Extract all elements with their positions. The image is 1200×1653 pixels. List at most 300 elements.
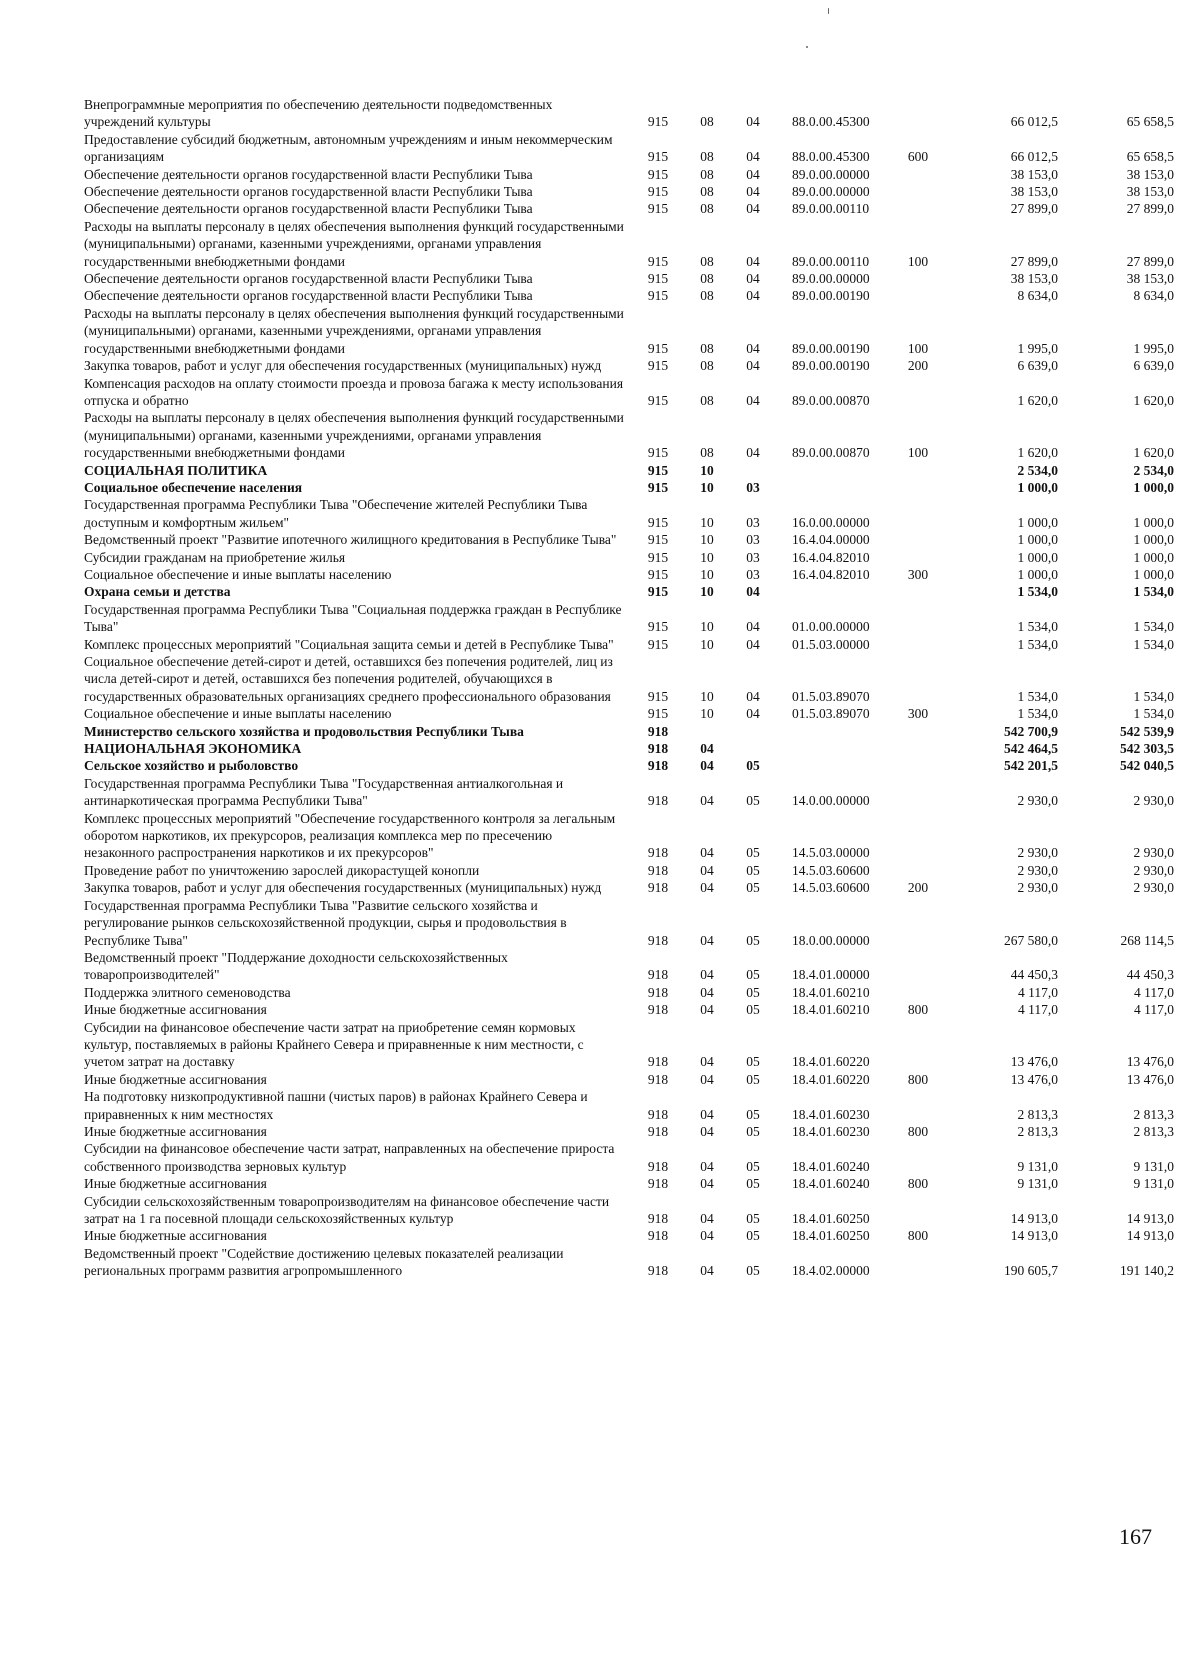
row-name: Обеспечение деятельности органов государственной власти Республики Тыва <box>84 166 533 182</box>
target-article-code: 18.4.01.00000 <box>792 967 870 983</box>
expense-type-code: 100 <box>907 340 929 356</box>
target-article-code <box>774 740 892 757</box>
section-code: 04 <box>700 793 714 809</box>
section-code: 08 <box>700 392 714 408</box>
expense-type-code <box>892 531 944 548</box>
amount-year-1: 2 813,3 <box>1017 1106 1058 1122</box>
row-name: Ведомственный проект "Поддержание доходности сельскохозяйственных товаропроизводителей" <box>84 949 508 983</box>
row-name: Ведомственный проект "Содействие достижению целевых показателей реализации региональных программ развития агропромышленного <box>84 1245 564 1279</box>
amount-year-1: 1 620,0 <box>1017 392 1058 408</box>
amount-year-2: 2 813,3 <box>1133 1123 1174 1139</box>
ministry-code: 915 <box>647 114 669 130</box>
row-name: Расходы на выплаты персоналу в целях обеспечения выполнения функций государственными (муниципальными) органами, казенными учреждениями, органами управления государственными внебюджетными фондами <box>84 410 624 461</box>
target-article-code: 01.5.03.89070 <box>792 706 870 722</box>
expense-type-code <box>892 96 944 131</box>
subsection-code: 04 <box>746 706 760 722</box>
target-article-code <box>774 723 892 740</box>
expense-type-code <box>892 984 944 1001</box>
amount-year-2: 14 913,0 <box>1126 1211 1174 1226</box>
ministry-code: 918 <box>647 793 669 809</box>
expense-type-code <box>892 949 944 984</box>
table-row <box>84 1227 1174 1244</box>
amount-year-1: 14 913,0 <box>1010 1211 1058 1226</box>
row-name: Социальное обеспечение населения <box>84 479 303 495</box>
amount-year-2: 2 930,0 <box>1133 880 1174 896</box>
table-row <box>84 1019 1174 1071</box>
section-code: 08 <box>700 271 714 287</box>
expense-type-code <box>892 601 944 636</box>
table-row <box>84 183 1174 200</box>
amount-year-1: 27 899,0 <box>1010 253 1058 269</box>
section-code: 04 <box>700 862 714 878</box>
ministry-code: 915 <box>647 566 669 582</box>
target-article-code: 14.0.00.00000 <box>792 793 870 809</box>
expense-type-code <box>892 897 944 949</box>
expense-type-code <box>892 375 944 410</box>
amount-year-2: 1 000,0 <box>1133 566 1174 582</box>
ministry-code: 918 <box>647 932 669 948</box>
amount-year-2: 542 040,5 <box>1120 758 1174 774</box>
amount-year-2: 2 930,0 <box>1133 845 1174 861</box>
table-row <box>84 357 1174 374</box>
row-name: Сельское хозяйство и рыболовство <box>84 758 299 774</box>
ministry-code: 918 <box>647 1123 669 1139</box>
ministry-code: 915 <box>647 358 669 374</box>
amount-year-1: 6 639,0 <box>1017 358 1058 374</box>
subsection-code: 05 <box>746 758 760 774</box>
subsection-code: 04 <box>746 114 760 130</box>
expense-type-code <box>892 636 944 653</box>
amount-year-2: 1 000,0 <box>1133 549 1174 565</box>
ministry-code: 918 <box>647 1263 669 1279</box>
section-code: 08 <box>700 184 714 200</box>
row-name: Субсидии на финансовое обеспечение части затрат на приобретение семян кормовых культур, поставляемых в районы Крайнего Севера и приравненные к ним местности, с учетом затрат на доставку <box>84 1019 584 1070</box>
target-article-code: 89.0.00.00110 <box>792 253 870 269</box>
section-code: 08 <box>700 201 714 217</box>
expense-type-code <box>892 757 944 774</box>
row-name: Охрана семьи и детства <box>84 584 231 600</box>
table-row <box>84 496 1174 531</box>
section-code: 08 <box>700 253 714 269</box>
page-number: 167 <box>1119 1524 1152 1549</box>
amount-year-1: 14 913,0 <box>1010 1228 1058 1244</box>
target-article-code: 89.0.00.00870 <box>792 445 870 461</box>
amount-year-1: 1 000,0 <box>1017 566 1058 582</box>
amount-year-1: 1 000,0 <box>1017 514 1058 530</box>
section-code: 04 <box>700 1176 714 1192</box>
row-name: Иные бюджетные ассигнования <box>84 1002 267 1018</box>
subsection-code: 04 <box>746 149 760 165</box>
ministry-code: 918 <box>647 862 669 878</box>
amount-year-2: 1 534,0 <box>1133 584 1174 600</box>
amount-year-2: 27 899,0 <box>1126 201 1174 217</box>
ministry-code: 918 <box>647 967 669 983</box>
section-code: 10 <box>700 514 714 530</box>
target-article-code <box>774 462 892 479</box>
amount-year-1: 1 534,0 <box>1017 584 1058 600</box>
row-name: Иные бюджетные ассигнования <box>84 1228 267 1244</box>
amount-year-1: 4 117,0 <box>1018 984 1058 1000</box>
table-row <box>84 723 1174 740</box>
ministry-code: 915 <box>647 340 669 356</box>
scan-mark <box>806 46 808 48</box>
subsection-code: 03 <box>746 549 760 565</box>
table-row <box>84 1245 1174 1280</box>
target-article-code: 18.4.01.60230 <box>792 1106 870 1122</box>
section-code: 10 <box>700 549 714 565</box>
ministry-code: 915 <box>647 532 669 548</box>
target-article-code: 89.0.00.00190 <box>792 340 870 356</box>
amount-year-1: 27 899,0 <box>1010 201 1058 217</box>
budget-table <box>84 96 1174 1280</box>
table-row <box>84 131 1174 166</box>
amount-year-2: 1 534,0 <box>1133 706 1174 722</box>
amount-year-1: 1 534,0 <box>1017 636 1058 652</box>
section-code: 04 <box>700 1228 714 1244</box>
row-name: Иные бюджетные ассигнования <box>84 1176 267 1192</box>
amount-year-2: 542 303,5 <box>1120 741 1174 757</box>
amount-year-2: 1 000,0 <box>1133 514 1174 530</box>
amount-year-1: 8 634,0 <box>1017 288 1058 304</box>
amount-year-2: 2 930,0 <box>1133 793 1174 809</box>
amount-year-1: 2 930,0 <box>1017 880 1058 896</box>
amount-year-1: 13 476,0 <box>1010 1054 1058 1070</box>
amount-year-2: 13 476,0 <box>1126 1054 1174 1070</box>
section-code: 10 <box>700 619 714 635</box>
target-article-code: 18.4.01.60230 <box>792 1123 870 1139</box>
row-name: Проведение работ по уничтожению зарослей дикорастущей конопли <box>84 862 480 878</box>
table-row <box>84 1123 1174 1140</box>
section-code: 04 <box>700 984 714 1000</box>
expense-type-code: 800 <box>907 1176 929 1192</box>
amount-year-2: 38 153,0 <box>1126 184 1174 200</box>
expense-type-code <box>892 183 944 200</box>
target-article-code: 01.5.03.89070 <box>792 688 870 704</box>
target-article-code: 18.4.01.60220 <box>792 1071 870 1087</box>
amount-year-1: 190 605,7 <box>1004 1263 1058 1279</box>
ministry-code: 915 <box>647 166 669 182</box>
subsection-code: 05 <box>746 1228 760 1244</box>
subsection-code: 05 <box>746 1211 760 1226</box>
row-name: Государственная программа Республики Тыва "Государственная антиалкогольная и антинаркотическая программа Республики Тыва" <box>84 775 564 809</box>
ministry-code: 918 <box>647 723 669 739</box>
amount-year-1: 4 117,0 <box>1018 1002 1058 1018</box>
row-name: Расходы на выплаты персоналу в целях обеспечения выполнения функций государственными (муниципальными) органами, казенными учреждениями, органами управления государственными внебюджетными фондами <box>84 218 624 269</box>
expense-type-code <box>892 1088 944 1123</box>
table-row <box>84 879 1174 896</box>
amount-year-2: 1 995,0 <box>1133 340 1174 356</box>
amount-year-2: 191 140,2 <box>1120 1263 1174 1279</box>
expense-type-code: 100 <box>907 253 929 269</box>
amount-year-2: 2 930,0 <box>1133 862 1174 878</box>
section-code: 04 <box>700 932 714 948</box>
section-code: 04 <box>700 1158 714 1174</box>
subsection-code: 04 <box>746 184 760 200</box>
subsection-code: 05 <box>746 1106 760 1122</box>
expense-type-code <box>892 775 944 810</box>
row-name: Иные бюджетные ассигнования <box>84 1123 267 1139</box>
section-code: 04 <box>700 1263 714 1279</box>
row-name: Обеспечение деятельности органов государственной власти Республики Тыва <box>84 288 533 304</box>
subsection-code: 05 <box>746 1176 760 1192</box>
section-code: 04 <box>700 1054 714 1070</box>
table-row <box>84 409 1174 461</box>
ministry-code: 918 <box>647 1176 669 1192</box>
section-code: 08 <box>700 149 714 165</box>
expense-type-code <box>892 462 944 479</box>
ministry-code: 915 <box>647 584 669 600</box>
expense-type-code: 200 <box>907 880 929 896</box>
subsection-code: 04 <box>746 445 760 461</box>
row-name: Комплекс процессных мероприятий "Обеспечение государственного контроля за легальным оборотом наркотиков, их прекурсоров, реализация комплекса мер по пресечению незаконного распространения наркотиков и их прекурсоров" <box>84 810 616 861</box>
amount-year-1: 542 700,9 <box>1004 723 1058 739</box>
row-name: Обеспечение деятельности органов государственной власти Республики Тыва <box>84 271 533 287</box>
row-name: Обеспечение деятельности органов государственной власти Республики Тыва <box>84 184 533 200</box>
expense-type-code: 600 <box>907 149 929 165</box>
row-name: Министерство сельского хозяйства и продовольствия Республики Тыва <box>84 723 524 739</box>
section-code: 08 <box>700 445 714 461</box>
section-code: 04 <box>700 1071 714 1087</box>
expense-type-code: 800 <box>907 1123 929 1139</box>
section-code: 10 <box>700 532 714 548</box>
amount-year-2: 4 117,0 <box>1134 1002 1174 1018</box>
subsection-code: 05 <box>746 1002 760 1018</box>
target-article-code: 14.5.03.00000 <box>792 845 870 861</box>
ministry-code: 915 <box>647 636 669 652</box>
expense-type-code <box>892 549 944 566</box>
ministry-code: 915 <box>647 149 669 165</box>
row-name: Социальное обеспечение детей-сирот и детей, оставшихся без попечения родителей, лиц из числа детей-сирот и детей, оставшихся без попечения родителей, обучающихся в государственных образовательных организациях среднего профессионального образования <box>84 654 613 704</box>
amount-year-1: 2 813,3 <box>1017 1123 1058 1139</box>
subsection-code: 04 <box>746 253 760 269</box>
target-article-code: 18.4.01.60210 <box>792 1002 870 1018</box>
ministry-code: 918 <box>647 1211 669 1226</box>
table-row <box>84 566 1174 583</box>
subsection-code: 03 <box>746 514 760 530</box>
table-row <box>84 740 1174 757</box>
section-code: 04 <box>700 845 714 861</box>
ministry-code: 915 <box>647 479 669 495</box>
section-code: 04 <box>700 758 714 774</box>
table-row <box>84 96 1174 131</box>
amount-year-2: 6 639,0 <box>1133 358 1174 374</box>
section-code: 08 <box>700 114 714 130</box>
row-name: Государственная программа Республики Тыва "Социальная поддержка граждан в Республике Тыва" <box>84 601 622 635</box>
subsection-code <box>732 462 774 479</box>
subsection-code: 04 <box>746 340 760 356</box>
table-row <box>84 1175 1174 1192</box>
ministry-code: 918 <box>647 984 669 1000</box>
amount-year-1: 542 464,5 <box>1004 741 1058 757</box>
table-row <box>84 705 1174 722</box>
table-row <box>84 984 1174 1001</box>
amount-year-2: 4 117,0 <box>1134 984 1174 1000</box>
subsection-code: 05 <box>746 1263 760 1279</box>
expense-type-code <box>892 166 944 183</box>
section-code: 04 <box>700 967 714 983</box>
subsection-code: 04 <box>746 619 760 635</box>
subsection-code: 04 <box>746 688 760 704</box>
amount-year-1: 2 930,0 <box>1017 845 1058 861</box>
amount-year-2: 8 634,0 <box>1133 288 1174 304</box>
target-article-code: 89.0.00.00190 <box>792 288 870 304</box>
ministry-code: 918 <box>647 1106 669 1122</box>
subsection-code: 04 <box>746 392 760 408</box>
row-name: Иные бюджетные ассигнования <box>84 1071 267 1087</box>
amount-year-1: 2 534,0 <box>1017 462 1058 478</box>
section-code: 08 <box>700 340 714 356</box>
target-article-code <box>774 583 892 600</box>
section-code: 04 <box>700 741 714 757</box>
ministry-code: 918 <box>647 741 669 757</box>
row-name: СОЦИАЛЬНАЯ ПОЛИТИКА <box>84 462 268 478</box>
amount-year-2: 1 000,0 <box>1133 532 1174 548</box>
expense-type-code <box>892 723 944 740</box>
target-article-code: 16.4.04.82010 <box>792 549 870 565</box>
expense-type-code <box>892 810 944 862</box>
subsection-code: 05 <box>746 967 760 983</box>
amount-year-2: 38 153,0 <box>1126 166 1174 182</box>
subsection-code: 05 <box>746 1158 760 1174</box>
row-name: Ведомственный проект "Развитие ипотечного жилищного кредитования в Республике Тыва" <box>84 532 617 548</box>
amount-year-1: 1 620,0 <box>1017 445 1058 461</box>
target-article-code: 16.4.04.00000 <box>792 532 870 548</box>
ministry-code: 915 <box>647 688 669 704</box>
subsection-code: 05 <box>746 862 760 878</box>
row-name: Закупка товаров, работ и услуг для обеспечения государственных (муниципальных) нужд <box>84 880 602 896</box>
row-name: Субсидии на финансовое обеспечение части затрат, направленных на обеспечение прироста собственного производства зерновых культур <box>84 1141 615 1174</box>
ministry-code: 915 <box>647 445 669 461</box>
target-article-code: 89.0.00.00870 <box>792 392 870 408</box>
expense-type-code <box>892 479 944 496</box>
expense-type-code <box>892 270 944 287</box>
section-code: 04 <box>700 1106 714 1122</box>
table-row <box>84 862 1174 879</box>
subsection-code: 05 <box>746 932 760 948</box>
subsection-code <box>732 723 774 740</box>
expense-type-code: 800 <box>907 1228 929 1244</box>
amount-year-1: 1 534,0 <box>1017 619 1058 635</box>
section-code: 08 <box>700 358 714 374</box>
expense-type-code <box>892 583 944 600</box>
amount-year-1: 1 000,0 <box>1017 549 1058 565</box>
target-article-code: 01.5.03.00000 <box>792 636 870 652</box>
amount-year-2: 1 000,0 <box>1133 479 1174 495</box>
subsection-code: 05 <box>746 793 760 809</box>
target-article-code: 01.0.00.00000 <box>792 619 870 635</box>
row-name: Социальное обеспечение и иные выплаты населению <box>84 706 392 722</box>
table-row <box>84 775 1174 810</box>
ministry-code: 915 <box>647 271 669 287</box>
amount-year-2: 13 476,0 <box>1126 1071 1174 1087</box>
expense-type-code <box>892 862 944 879</box>
amount-year-2: 1 620,0 <box>1133 445 1174 461</box>
target-article-code <box>774 479 892 496</box>
ministry-code: 918 <box>647 1071 669 1087</box>
row-name: Субсидии гражданам на приобретение жилья <box>84 549 346 565</box>
expense-type-code <box>892 1140 944 1175</box>
table-row <box>84 636 1174 653</box>
amount-year-2: 44 450,3 <box>1126 967 1174 983</box>
ministry-code: 915 <box>647 514 669 530</box>
amount-year-1: 1 995,0 <box>1017 340 1058 356</box>
subsection-code: 05 <box>746 1123 760 1139</box>
table-row <box>84 200 1174 217</box>
target-article-code: 89.0.00.00000 <box>792 166 870 182</box>
subsection-code: 03 <box>746 566 760 582</box>
expense-type-code <box>892 653 944 705</box>
table-row <box>84 549 1174 566</box>
amount-year-2: 65 658,5 <box>1126 149 1174 165</box>
expense-type-code: 300 <box>907 706 929 722</box>
target-article-code: 89.0.00.00110 <box>792 201 870 217</box>
amount-year-1: 66 012,5 <box>1010 114 1058 130</box>
subsection-code: 03 <box>746 479 760 495</box>
subsection-code: 04 <box>746 201 760 217</box>
subsection-code: 05 <box>746 1071 760 1087</box>
section-code: 04 <box>700 880 714 896</box>
subsection-code: 05 <box>746 1054 760 1070</box>
amount-year-1: 2 930,0 <box>1017 862 1058 878</box>
amount-year-1: 2 930,0 <box>1017 793 1058 809</box>
amount-year-1: 38 153,0 <box>1010 271 1058 287</box>
row-name: Закупка товаров, работ и услуг для обеспечения государственных (муниципальных) нужд <box>84 358 602 374</box>
target-article-code: 14.5.03.60600 <box>792 862 870 878</box>
amount-year-1: 38 153,0 <box>1010 184 1058 200</box>
table-row <box>84 270 1174 287</box>
target-article-code: 18.4.01.60240 <box>792 1176 870 1192</box>
ministry-code: 918 <box>647 845 669 861</box>
expense-type-code <box>892 287 944 304</box>
section-code: 10 <box>700 688 714 704</box>
expense-type-code <box>892 740 944 757</box>
subsection-code: 04 <box>746 166 760 182</box>
table-row <box>84 1193 1174 1228</box>
section-code: 04 <box>700 1123 714 1139</box>
section-code <box>682 723 732 740</box>
amount-year-1: 9 131,0 <box>1017 1158 1058 1174</box>
subsection-code: 05 <box>746 984 760 1000</box>
expense-type-code: 800 <box>907 1002 929 1018</box>
target-article-code: 18.4.01.60210 <box>792 984 870 1000</box>
subsection-code: 04 <box>746 358 760 374</box>
amount-year-1: 267 580,0 <box>1004 932 1058 948</box>
table-row <box>84 531 1174 548</box>
target-article-code: 88.0.00.45300 <box>792 149 870 165</box>
target-article-code: 18.4.01.60240 <box>792 1158 870 1174</box>
target-article-code: 18.0.00.00000 <box>792 932 870 948</box>
ministry-code: 918 <box>647 880 669 896</box>
target-article-code: 89.0.00.00000 <box>792 271 870 287</box>
target-article-code: 89.0.00.00000 <box>792 184 870 200</box>
ministry-code: 915 <box>647 288 669 304</box>
expense-type-code <box>892 1193 944 1228</box>
table-row <box>84 462 1174 479</box>
subsection-code: 05 <box>746 845 760 861</box>
expense-type-code: 300 <box>907 566 929 582</box>
row-name: Государственная программа Республики Тыва "Обеспечение жителей Республики Тыва доступным и комфортным жильем" <box>84 497 588 530</box>
section-code: 08 <box>700 166 714 182</box>
amount-year-2: 1 534,0 <box>1133 636 1174 652</box>
table-row <box>84 949 1174 984</box>
table-row <box>84 479 1174 496</box>
target-article-code: 18.4.01.60220 <box>792 1054 870 1070</box>
amount-year-2: 2 534,0 <box>1133 462 1174 478</box>
expense-type-code: 100 <box>907 445 929 461</box>
target-article-code: 18.4.01.60250 <box>792 1211 870 1226</box>
amount-year-1: 44 450,3 <box>1010 967 1058 983</box>
subsection-code <box>732 740 774 757</box>
